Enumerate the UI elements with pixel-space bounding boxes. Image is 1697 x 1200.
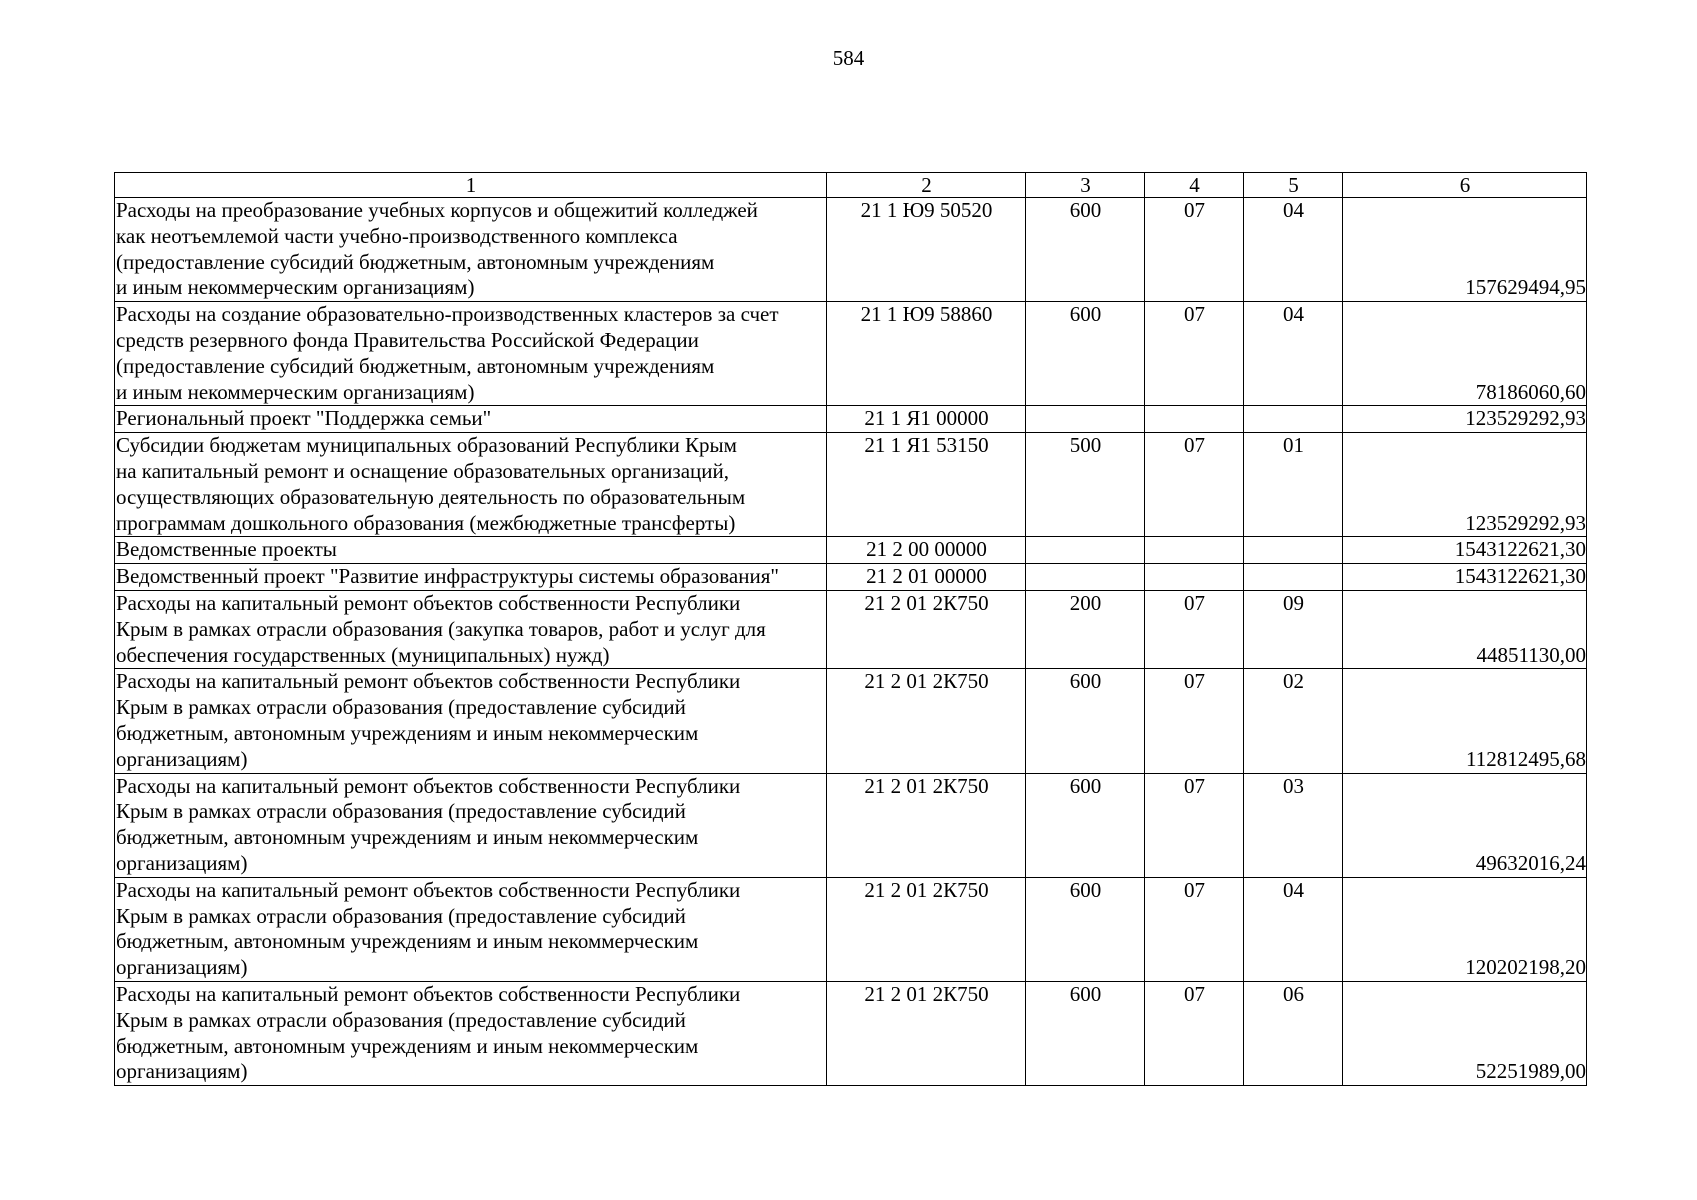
row-description: Расходы на капитальный ремонт объектов собственности Республики Крым в рамках отрасли образования (закупка товаров, работ и услуг для обеспечения государственных (муниципальных) нужд) xyxy=(115,590,827,668)
table-header xyxy=(115,173,1587,198)
header-col-5: 5 xyxy=(1244,173,1343,198)
row-code: 21 1 Я1 00000 xyxy=(827,406,1026,433)
row-code: 21 2 01 2К750 xyxy=(827,773,1026,877)
row-amount: 157629494,95 xyxy=(1343,198,1587,302)
row-type xyxy=(1026,406,1145,433)
row-code: 21 2 01 2К750 xyxy=(827,877,1026,981)
header-col-4: 4 xyxy=(1145,173,1244,198)
row-subsection: 01 xyxy=(1244,433,1343,537)
table-row xyxy=(115,981,1587,1085)
row-subsection: 04 xyxy=(1244,198,1343,302)
row-subsection: 02 xyxy=(1244,669,1343,773)
row-code: 21 2 01 00000 xyxy=(827,564,1026,591)
row-amount: 112812495,68 xyxy=(1343,669,1587,773)
row-type: 600 xyxy=(1026,981,1145,1085)
row-subsection: 04 xyxy=(1244,302,1343,406)
row-subsection: 06 xyxy=(1244,981,1343,1085)
row-type: 600 xyxy=(1026,669,1145,773)
table-row xyxy=(115,773,1587,877)
row-description: Расходы на преобразование учебных корпусов и общежитий колледжей как неотъемлемой части учебно-производственного комплекса (предоставление субсидий бюджетным, автономным учреждениям и иным некоммерческим организациям) xyxy=(115,198,827,302)
row-code: 21 2 01 2К750 xyxy=(827,669,1026,773)
table-row xyxy=(115,198,1587,302)
row-code: 21 2 01 2К750 xyxy=(827,590,1026,668)
row-subsection: 03 xyxy=(1244,773,1343,877)
row-description: Расходы на капитальный ремонт объектов собственности Республики Крым в рамках отрасли образования (предоставление субсидий бюджетным, автономным учреждениям и иным некоммерческим организациям) xyxy=(115,773,827,877)
row-amount: 49632016,24 xyxy=(1343,773,1587,877)
row-description: Ведомственный проект "Развитие инфраструктуры системы образования" xyxy=(115,564,827,591)
row-amount: 52251989,00 xyxy=(1343,981,1587,1085)
row-type xyxy=(1026,537,1145,564)
row-type: 600 xyxy=(1026,198,1145,302)
table-row xyxy=(115,877,1587,981)
header-row xyxy=(115,173,1587,198)
table-row xyxy=(115,433,1587,537)
row-amount: 1543122621,30 xyxy=(1343,537,1587,564)
row-amount: 120202198,20 xyxy=(1343,877,1587,981)
header-col-6: 6 xyxy=(1343,173,1587,198)
row-code: 21 1 Ю9 50520 xyxy=(827,198,1026,302)
budget-table xyxy=(114,172,1587,1086)
row-type xyxy=(1026,564,1145,591)
header-col-2: 2 xyxy=(827,173,1026,198)
row-section: 07 xyxy=(1145,773,1244,877)
row-description: Расходы на капитальный ремонт объектов собственности Республики Крым в рамках отрасли образования (предоставление субсидий бюджетным, автономным учреждениям и иным некоммерческим организациям) xyxy=(115,981,827,1085)
row-code: 21 1 Я1 53150 xyxy=(827,433,1026,537)
row-section: 07 xyxy=(1145,669,1244,773)
row-description: Расходы на капитальный ремонт объектов собственности Республики Крым в рамках отрасли образования (предоставление субсидий бюджетным, автономным учреждениям и иным некоммерческим организациям) xyxy=(115,669,827,773)
row-code: 21 2 01 2К750 xyxy=(827,981,1026,1085)
table-row xyxy=(115,564,1587,591)
row-section xyxy=(1145,406,1244,433)
row-section xyxy=(1145,564,1244,591)
row-subsection: 04 xyxy=(1244,877,1343,981)
row-subsection xyxy=(1244,564,1343,591)
page-number: 584 xyxy=(832,46,865,70)
row-type: 200 xyxy=(1026,590,1145,668)
row-type: 500 xyxy=(1026,433,1145,537)
row-section xyxy=(1145,537,1244,564)
row-type: 600 xyxy=(1026,877,1145,981)
row-section: 07 xyxy=(1145,433,1244,537)
row-section: 07 xyxy=(1145,877,1244,981)
row-type: 600 xyxy=(1026,773,1145,877)
row-description: Субсидии бюджетам муниципальных образований Республики Крым на капитальный ремонт и оснащение образовательных организаций, осуществляющих образовательную деятельность по образовательным программам дошкольного образования (межбюджетные трансферты) xyxy=(115,433,827,537)
table-body xyxy=(115,198,1587,1086)
table-row xyxy=(115,669,1587,773)
table-row xyxy=(115,537,1587,564)
row-amount: 44851130,00 xyxy=(1343,590,1587,668)
row-description: Ведомственные проекты xyxy=(115,537,827,564)
row-code: 21 1 Ю9 58860 xyxy=(827,302,1026,406)
row-type: 600 xyxy=(1026,302,1145,406)
row-code: 21 2 00 00000 xyxy=(827,537,1026,564)
row-amount: 123529292,93 xyxy=(1343,406,1587,433)
row-section: 07 xyxy=(1145,198,1244,302)
row-subsection xyxy=(1244,537,1343,564)
row-amount: 78186060,60 xyxy=(1343,302,1587,406)
header-col-3: 3 xyxy=(1026,173,1145,198)
header-col-1: 1 xyxy=(115,173,827,198)
row-subsection xyxy=(1244,406,1343,433)
row-description: Расходы на создание образовательно-производственных кластеров за счет средств резервного фонда Правительства Российской Федерации (предоставление субсидий бюджетным, автономным учреждениям и иным некоммерческим организациям) xyxy=(115,302,827,406)
row-amount: 1543122621,30 xyxy=(1343,564,1587,591)
row-section: 07 xyxy=(1145,302,1244,406)
table-row xyxy=(115,590,1587,668)
row-section: 07 xyxy=(1145,981,1244,1085)
row-section: 07 xyxy=(1145,590,1244,668)
row-subsection: 09 xyxy=(1244,590,1343,668)
row-description: Региональный проект "Поддержка семьи" xyxy=(115,406,827,433)
table-row xyxy=(115,302,1587,406)
row-amount: 123529292,93 xyxy=(1343,433,1587,537)
row-description: Расходы на капитальный ремонт объектов собственности Республики Крым в рамках отрасли образования (предоставление субсидий бюджетным, автономным учреждениям и иным некоммерческим организациям) xyxy=(115,877,827,981)
table-row xyxy=(115,406,1587,433)
